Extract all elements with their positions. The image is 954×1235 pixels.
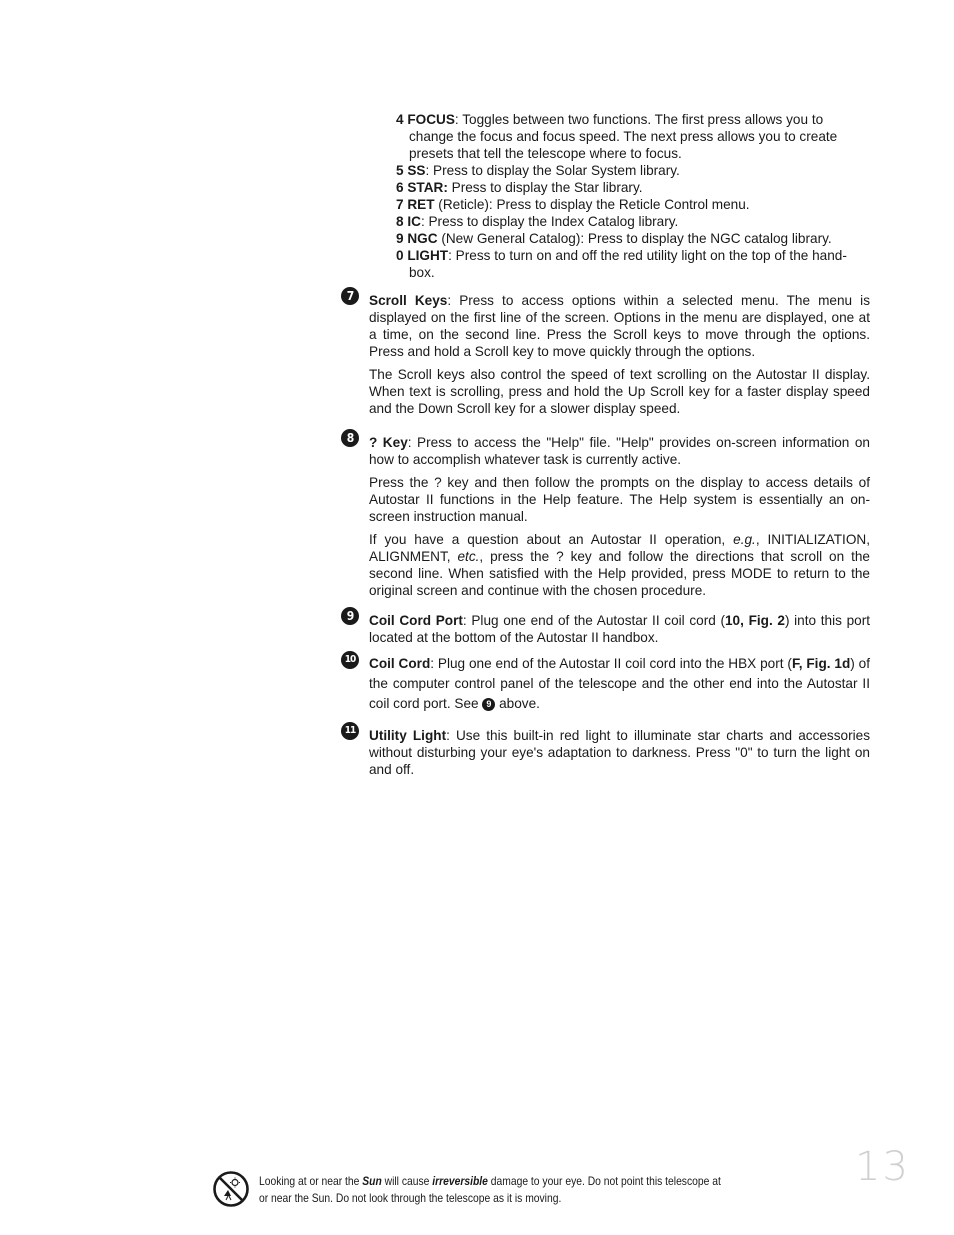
number-bullet-icon: 10 — [341, 651, 359, 669]
key-item: 9 NGC (New General Catalog): Press to display the NGC catalog library. — [396, 231, 832, 246]
paragraph: Coil Cord: Plug one end of the Autostar II coil cord into the HBX port (F, Fig. 1d) of the computer control panel of the telescope and the other end into the Autostar II coil cord port. See 9 above. — [369, 656, 870, 711]
section-scroll-keys — [340, 287, 870, 423]
number-bullet-icon: 9 — [482, 698, 495, 711]
section-utility-light — [340, 722, 870, 784]
page-number: 13 — [855, 1144, 910, 1190]
paragraph: The Scroll keys also control the speed of text scrolling on the Autostar II display. When text is scrolling, press and hold the Up Scroll key for a faster display speed and the Down Scroll key for a slower display speed. — [369, 367, 870, 416]
key-item: 0 LIGHT: Press to turn on and off the red utility light on the top of the hand-box. — [396, 248, 847, 280]
paragraph: Press the ? key and then follow the prompts on the display to access details of Autostar II functions in the Help feature. The Help system is essentially an on-screen instruction manual. — [369, 475, 870, 524]
no-sun-viewing-icon — [212, 1170, 250, 1208]
number-bullet-icon: 7 — [341, 287, 359, 305]
key-item: 6 STAR: Press to display the Star library. — [396, 180, 643, 195]
section-coil-cord-port — [340, 607, 870, 652]
keypad-descriptions — [396, 111, 870, 281]
key-item: 8 IC: Press to display the Index Catalog library. — [396, 214, 679, 229]
number-bullet-icon: 11 — [341, 722, 359, 740]
paragraph: If you have a question about an Autostar II operation, e.g., INITIALIZATION, ALIGNMENT, etc., press the ? key and follow the directions that scroll on the second line. When satisfied with the Help provided, press MODE to return to the original screen and continue with the chosen procedure. — [369, 532, 870, 598]
paragraph: Coil Cord Port: Plug one end of the Autostar II coil cord (10, Fig. 2) into this port located at the bottom of the Autostar II handbox. — [369, 613, 870, 645]
section-help-key — [340, 429, 870, 605]
paragraph: ? Key: Press to access the "Help" file. "Help" provides on-screen information on how to accomplish whatever task is currently active. — [369, 435, 870, 467]
paragraph: Utility Light: Use this built-in red light to illuminate star charts and accessories without disturbing your eye's adaptation to darkness. Press "0" to turn the light on and off. — [369, 728, 870, 777]
key-item: 7 RET (Reticle): Press to display the Reticle Control menu. — [396, 197, 750, 212]
sun-warning: Looking at or near the Sun will cause irreversible damage to your eye. Do not point this telescope at or near the Sun. Do not look through the telescope as it is moving. — [259, 1174, 721, 1205]
key-item: 4 FOCUS: Toggles between two functions. The first press allows you to change the focus and focus speed. The next press allows you to create presets that tell the telescope where to focus. — [396, 112, 838, 161]
paragraph: Scroll Keys: Press to access options within a selected menu. The menu is displayed on the first line of the screen. Options in the menu are displayed, one at a time, on the second line. Press the Scroll keys to move through the options. Press and hold a Scroll key to move quickly through the options. — [369, 293, 870, 359]
section-coil-cord — [340, 651, 870, 720]
key-item: 5 SS: Press to display the Solar System library. — [396, 163, 680, 178]
number-bullet-icon: 8 — [341, 429, 359, 447]
number-bullet-icon: 9 — [341, 607, 359, 625]
